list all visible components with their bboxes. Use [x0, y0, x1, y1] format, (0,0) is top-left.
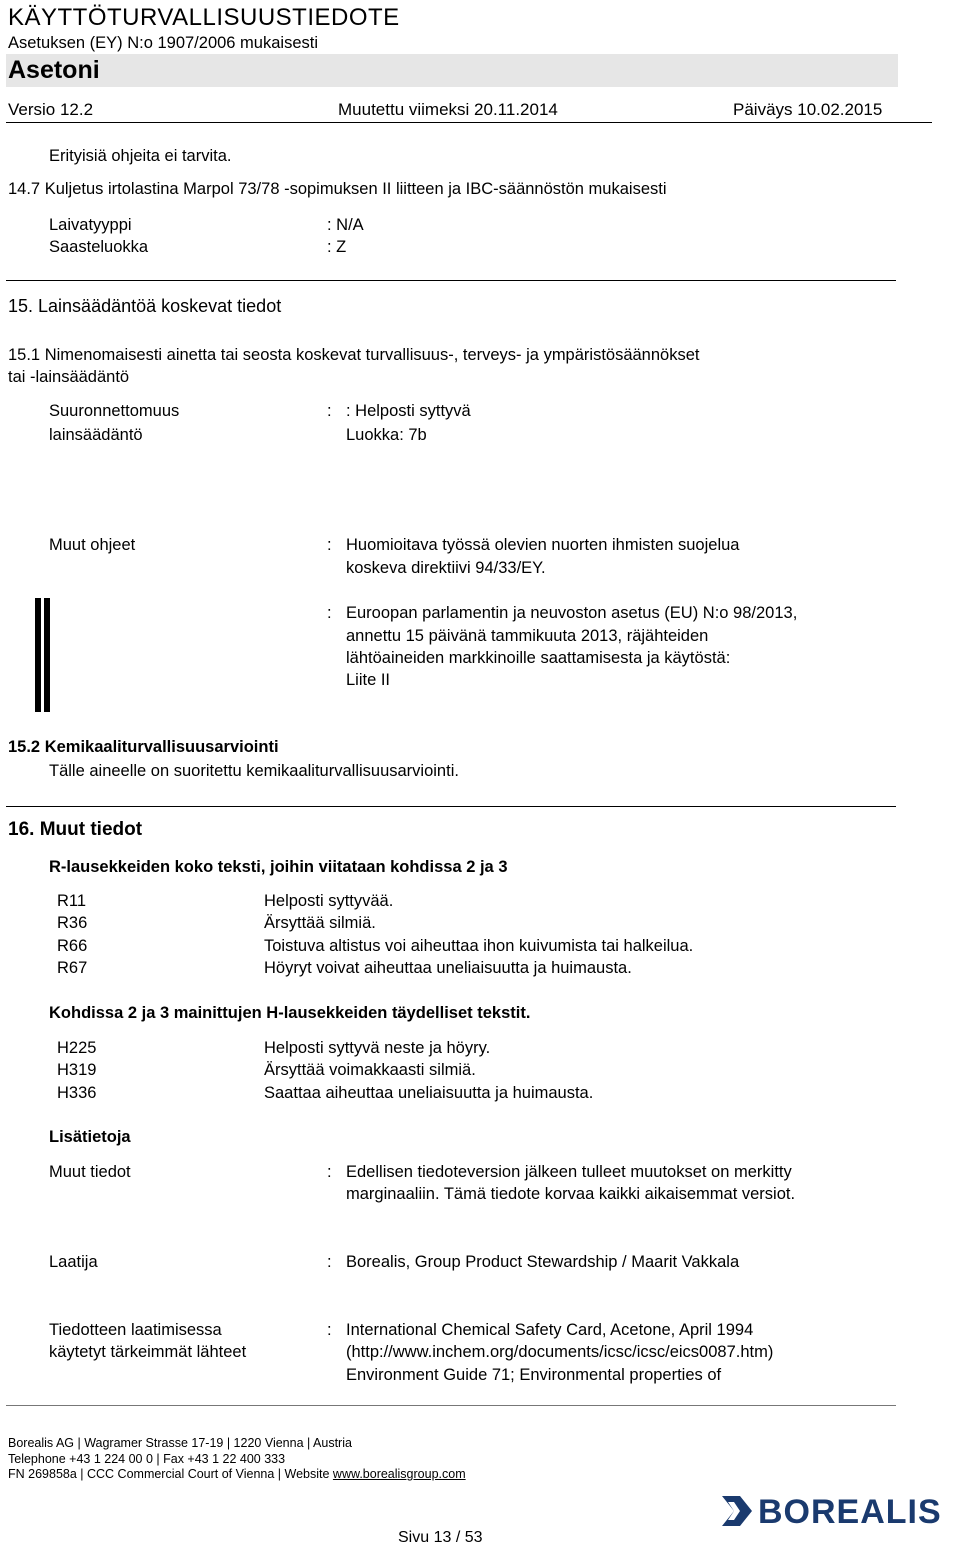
r-phrase-code: R66: [57, 937, 88, 955]
section-divider: [6, 280, 896, 281]
other-instruction-2-line4: Liite II: [346, 671, 391, 689]
footer-phone: Telephone +43 1 224 00 0 | Fax +43 1 22 400 333: [8, 1452, 286, 1466]
other-instructions-label: Muut ohjeet: [49, 536, 136, 554]
sources-line1: International Chemical Safety Card, Acetone, April 1994: [346, 1321, 754, 1339]
other-instruction-2-line2: annettu 15 päivänä tammikuuta 2013, räjähteiden: [346, 627, 709, 645]
pollution-category-label: Saasteluokka: [49, 238, 149, 256]
footer-registration: [8, 1467, 466, 1482]
page-number: Sivu 13 / 53: [398, 1529, 483, 1546]
other-instruction-2-line3: lähtöaineiden markkinoille saattamisesta ja käytöstä:: [346, 649, 731, 667]
change-marker-bar-1: [35, 598, 41, 712]
no-special-instructions: Erityisiä ohjeita ei tarvita.: [49, 147, 232, 165]
author-label: Laatija: [49, 1253, 98, 1271]
footer-registration-text: FN 269858a | CCC Commercial Court of Vienna | Website: [8, 1467, 333, 1481]
other-instruction-1-line2: koskeva direktiivi 94/33/EY.: [346, 559, 546, 577]
h-phrase-code: H336: [57, 1084, 97, 1102]
header-divider: [6, 122, 932, 123]
seveso-colon: :: [327, 402, 332, 420]
borealis-logo-text: BOREALIS: [758, 1493, 942, 1531]
r-phrase-text: Helposti syttyvää.: [264, 892, 394, 910]
other-info-line2: marginaaliin. Tämä tiedote korvaa kaikki aikaisemmat versiot.: [346, 1185, 796, 1203]
section-15-2-heading: 15.2 Kemikaaliturvallisuusarviointi: [8, 738, 279, 756]
borealis-logo: [718, 1490, 954, 1532]
h-phrase-code: H319: [57, 1061, 97, 1079]
r-phrases-heading: R-lausekkeiden koko teksti, joihin viitataan kohdissa 2 ja 3: [49, 858, 508, 876]
other-instruction-1-line1: Huomioitava työssä olevien nuorten ihmisten suojelua: [346, 536, 740, 554]
h-phrase-text: Helposti syttyvä neste ja höyry.: [264, 1039, 491, 1057]
change-marker-bar-2: [44, 598, 50, 712]
r-phrase-code: R36: [57, 914, 88, 932]
author-value: Borealis, Group Product Stewardship / Maarit Vakkala: [346, 1253, 740, 1271]
h-phrase-text: Saattaa aiheuttaa uneliaisuutta ja huimausta.: [264, 1084, 594, 1102]
other-info-colon: :: [327, 1163, 332, 1181]
footer-address: Borealis AG | Wagramer Strasse 17-19 | 1220 Vienna | Austria: [8, 1436, 352, 1450]
additional-info-heading: Lisätietoja: [49, 1128, 131, 1146]
r-phrase-text: Höyryt voivat aiheuttaa uneliaisuutta ja huimausta.: [264, 959, 632, 977]
section-15-1-heading-line2: tai -lainsäädäntö: [8, 368, 130, 386]
section-15-heading: 15. Lainsäädäntöä koskevat tiedot: [8, 296, 282, 316]
footer-divider: [6, 1405, 896, 1406]
h-phrase-code: H225: [57, 1039, 97, 1057]
r-phrase-code: R67: [57, 959, 88, 977]
seveso-label-line1: Suuronnettomuus: [49, 402, 180, 420]
h-phrases-heading: Kohdissa 2 ja 3 mainittujen H-lausekkeiden täydelliset tekstit.: [49, 1004, 531, 1022]
seveso-value-line2: Luokka: 7b: [346, 426, 427, 444]
document-title: KÄYTTÖTURVALLISUUSTIEDOTE: [8, 4, 400, 31]
r-phrase-code: R11: [57, 892, 87, 910]
other-instruction-2-line1: Euroopan parlamentin ja neuvoston asetus (EU) N:o 98/2013,: [346, 604, 798, 622]
sources-label-line2: käytetyt tärkeimmät lähteet: [49, 1343, 247, 1361]
other-instructions-colon-1: :: [327, 536, 332, 554]
pollution-category-value: : Z: [327, 238, 347, 256]
product-name: Asetoni: [8, 56, 100, 84]
section-14-7-heading: 14.7 Kuljetus irtolastina Marpol 73/78 -sopimuksen II liitteen ja IBC-säännöstön mukaisesti: [8, 180, 667, 198]
section-15-1-heading-line1: 15.1 Nimenomaisesti ainetta tai seosta koskevat turvallisuus-, terveys- ja ympäristösäännökset: [8, 346, 700, 364]
chemical-safety-assessment-text: Tälle aineelle on suoritettu kemikaaliturvallisuusarviointi.: [49, 762, 459, 780]
sources-colon: :: [327, 1321, 332, 1339]
h-phrase-text: Ärsyttää voimakkaasti silmiä.: [264, 1061, 476, 1079]
other-info-line1: Edellisen tiedoteversion jälkeen tulleet muutokset on merkitty: [346, 1163, 792, 1181]
other-info-label: Muut tiedot: [49, 1163, 131, 1181]
r-phrase-text: Ärsyttää silmiä.: [264, 914, 376, 932]
modified-date: Muutettu viimeksi 20.11.2014: [338, 100, 558, 119]
ship-type-value: : N/A: [327, 216, 364, 234]
ship-type-label: Laivatyyppi: [49, 216, 132, 234]
seveso-label-line2: lainsäädäntö: [49, 426, 143, 444]
section-divider: [6, 806, 896, 807]
website-link[interactable]: www.borealisgroup.com: [332, 1467, 466, 1481]
sources-line3: Environment Guide 71; Environmental properties of: [346, 1366, 722, 1384]
r-phrase-text: Toistuva altistus voi aiheuttaa ihon kuivumista tai halkeilua.: [264, 937, 694, 955]
sources-label-line1: Tiedotteen laatimisessa: [49, 1321, 222, 1339]
product-name-bar: [6, 54, 898, 87]
author-colon: :: [327, 1253, 332, 1271]
section-16-heading: 16. Muut tiedot: [8, 819, 143, 840]
regulation-subtitle: Asetuksen (EY) N:o 1907/2006 mukaisesti: [8, 34, 318, 52]
sources-line2: (http://www.inchem.org/documents/icsc/icsc/eics0087.htm): [346, 1343, 774, 1361]
seveso-value-line1: : Helposti syttyvä: [346, 402, 471, 420]
other-instructions-colon-2: :: [327, 604, 332, 622]
issue-date: Päiväys 10.02.2015: [733, 100, 883, 119]
version-label: Versio 12.2: [8, 100, 94, 119]
